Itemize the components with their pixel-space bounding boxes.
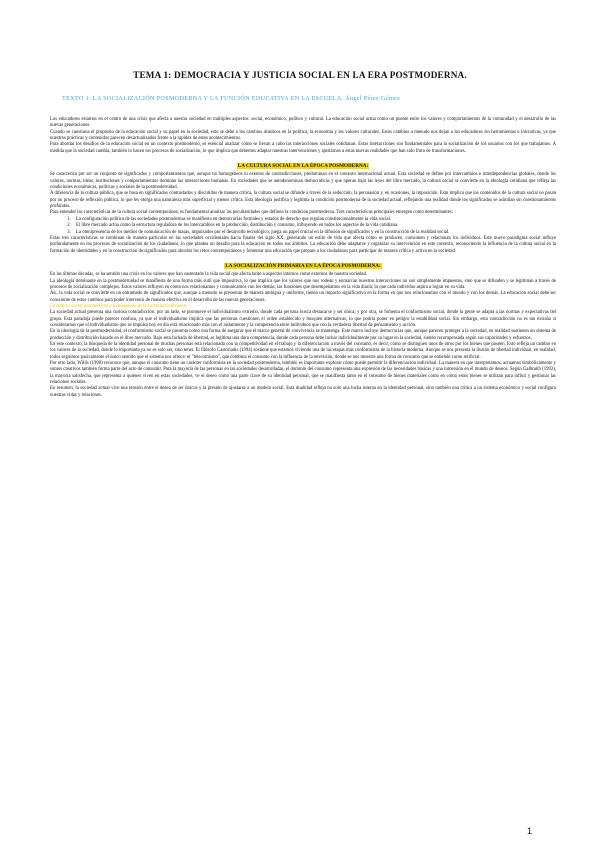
section-paragraph: La ideología dominante en la postmodernidad se manifiesta de una forma más sutil que impositiva, lo que implica que los valores que nos rodean y enmarcan nuestras interacciones no son simplemente impuestos, sino que se difunden y se legitiman a través de procesos de socialización complejos. Estos valores influyen en cómo nos relacionamos y comunicamos con los demás; las funciones que desempeñamos en la vida diaria; lo que cada individuo aspira a lograr en su vida. — [50, 278, 556, 290]
section-paragraph: La sociedad actual presenta una curiosa contradicción: por un lado, se promueve el individualismo extremo, donde cada persona busca destacarse y ser única; y por otra, se fomenta el conformismo social, donde la gente se adapta a las normas y expectativas del grupo. Esta paradoja puede parecer confusa, ya que el individualismo implica que las personas cuestionen el orden establecido y busquen alternativas, lo que podría poner en peligro la estabilidad social. Sin embargo, esta contradicción no es tan extraña si consideramos que el individualismo que se impulsa hoy en día está relacionado más con el aislamiento y la competencia entre individuos que con la verdadera libertad de pensamiento y acción. — [50, 310, 556, 328]
characteristics-list — [50, 217, 556, 236]
section-heading: LA CULTURA SOCIAL EN LA ÉPOCA POSMODERNA: — [237, 163, 369, 170]
section-paragraph: A diferencia de la cultura pública, que se basa en significados contrastados y discutidos de manera crítica, la cultura social se difunde a través de la seducción, la persuasión y, en ocasiones, la imposición. Esto implica que los contenidos de la cultura social no pasan por un proceso de reflexión pública, lo que les otorga una naturaleza más superficial y menos crítica. Esta ideología justifica y legitima la condición postmoderna de la sociedad actual, reflejando una realidad donde los significados se asimilan sin cuestionamientos profundos. — [50, 191, 556, 210]
subsection-heading: La cultura social postmoderna y la búsqueda de la identidad individual — [50, 303, 187, 309]
section-paragraph: En la ideología de la postmodernidad, el conformismo social se presenta como una forma de asegurar que el marco general de convivencia se mantenga. Este marco incluye democracias que, aunque parecen proteger a la sociedad, en realidad sostienen un sistema de producción y distribución basado en el libre mercado. Bajo esta fachada de libertad, se legitima una dura competencia, donde cada persona debe luchar individualmente por su lugar en la sociedad, siendo recompensada según sus capacidades y esfuerzos. — [50, 329, 556, 341]
intro-paragraph: Cuando se cuestiona el propósito de la educación social y su papel en la sociedad, esto se debe a los cambios drásticos en la política, la economía y los valores culturales. Estos cambios a menudo nos dejan a los educadores sin herramientas o iniciativas, ya que nuestros prácticas y contenidos parecen desactualizados frente a la rapidez de estos acontecimientos. — [50, 129, 556, 142]
page-number: 1 — [526, 826, 532, 836]
list-item: 2. El libre mercado actúa como la estructura reguladora de los intercambios en la producción, distribución y consumo, influyendo en todos los aspectos de la vida cotidiana. — [72, 223, 556, 229]
section-paragraph: En las últimas décadas, se ha sentido una crisis en los valores que han sustentado la vida social que afecta tanto a aspectos internos como externos de nuestra sociedad. — [50, 272, 368, 278]
section-heading: LA SOCIALIZACIÓN PRIMARIA EN LA ÉPOCA POSMODERNA: — [225, 262, 381, 269]
list-item: 3. La omnipresencia de los medios de comunicación de masas, impulsados por el desarrollo tecnológico, juega un papel crucial en la difusión de significados y en la construcción de la realidad social. — [72, 230, 556, 236]
intro-paragraph: Para abordar los desafíos de la educación social en un contexto postmoderno, es esencial analizar cómo se llevan a cabo las interacciones sociales cotidianas. Estas interacciones son fundamentales para la socialización de los usuarios con los que trabajamos. A medida que la sociedad cambia, también lo hacen los procesos de socialización, lo que implica que debemos adaptar nuestras intervenciones y ajustarnos a estas nuevas realidades que han sido fruto de transformaciones. — [50, 142, 556, 154]
list-item: 1. La configuración política de las sociedades postmodernas se manifiesta en democracias formales y estados de derecho que regulan constitucionalmente la vida social. — [72, 217, 556, 223]
document-title: TEMA 1: DEMOCRACIA Y JUSTICIA SOCIAL EN LA ERA POSTMODERNA. — [133, 70, 467, 80]
section-paragraph: Estas tres características se combinan de manera particular en las sociedades occidentales hacia finales del siglo XX, generando un estilo de vida que afecta cómo se producen, consumen y relacionan los individuos. Este nuevo paradigma social influye profundamente en los procesos de socialización de los ciudadanos, lo que plantea un desafío para la educación en todos sus ámbitos. La educación debe adaptarse y organizar su intervención en este contexto, reconociendo la influencia de la cultura social en la formación de identidades y en la construcción de significados para abordar los retos contemporáneos y fomentar una educación que prepare a los ciudadanos para participar de manera crítica y activa en la sociedad. — [50, 235, 556, 254]
section-paragraph: Por otro lado, Willis (1990) reconoce que, aunque el consumo tiene un carácter conformista en la sociedad postmoderna, también es importante explorar cómo puede permitir la diferenciación individual. La manera en que interpretamos, actuamos simbólicamente y somos creativos también forma parte del acto de consumir. Para la mayoría de las personas en las sociedades desarrolladas, el dominio del consumo representa una expresión de las necesidades básicas y una inmersión en el mundo de deseos. Según Galbraith (1992), la mayoría satisfecha, que representa a quienes viven en estas sociedades, ve el deseo como una parte clave de su identidad personal, que se manifiesta tanto en el consumo de bienes materiales como en cómo estos bienes se utilizan para influir y gestionar las relaciones sociales. — [50, 361, 556, 386]
section-paragraph: Así, la vida social se convierte en un entramado de significados que, aunque a menudo se presentan de manera ambigua y uniforme, tienen un impacto significativo en la forma en que nos relacionamos con el mundo y con los demás. La educación social debe ser consciente de estos cambios para poder intervenir de manera efectiva en el desarrollo de las nuevas generaciones. — [50, 291, 556, 303]
document-subtitle: TEXTO 1: LA SOCIALIZACIÓN POSMODERNA Y LA FUNCIÓN EDUCATIVA EN LA ESCUELA. Ángel Pérez Gómez — [62, 95, 401, 102]
section-paragraph: Para entender las características de la cultura social contemporánea, es fundamental analizar las peculiaridades que definen la condición postmoderna. Tres características principales emergen como determinantes: — [50, 210, 453, 216]
document-body — [50, 117, 556, 399]
section-paragraph: En este contexto, la búsqueda de la identidad personal de muchas personas está relacionada con la competitividad en el trabajo y la diferenciación a través del consumo, es decir, cómo se distinguen unos de otros por los bienes que poseen. Esto refleja un cambio en los valores de la sociedad, donde lo importante ya no es solo ser, sino tener. El filósofo Castoriadis (1994) sostiene que estamos viviendo una de las etapas más conformistas de la historia moderna. Aunque se nos presenta la ilusión de libertad individual, en realidad, todos seguimos pasivamente el único sentido que el sistema nos ofrece: el "telecomismo", que combina el consumo con la influencia de la televisión, donde se nos muestra una forma de consumo que se entiende como artificial. — [50, 342, 556, 360]
section-paragraph: En resumen, la sociedad actual vive una tensión entre el deseo de ser únicos y la presión de ajustarse a un modelo social. Esta dualidad refleja no solo una lucha interna en la identidad personal, sino también una crítica a un sistema económico y social configura nuestras vidas y relaciones. — [50, 386, 556, 398]
section-paragraph: Se caracteriza por ser un conjunto de significados y comportamientos que, aunque no homogéneos ni exentos de contradicciones, predominan en el contexto internacional actual. Esta sociedad se define por intercambios e interdependencias globales, donde los valores, normas, ideas, instituciones y comportamientos dominan las interacciones humanas. En sociedades que se autodenominan democráticas y que operan bajo las leyes del libre mercado, la cultura social se convierte en la ideología cotidiana que refleja las condiciones económicas, políticas y sociales de la postmodernidad. — [50, 172, 556, 191]
intro-paragraph: Los educadores estamos en el centro de una crisis que afecta a nuestra sociedad en múltiples aspectos: social, económico, político y cultural. La educación social actúa como un puente entre los valores y comportamientos de la comunidad y el desarrollo de las nuevas generaciones. — [50, 117, 556, 129]
